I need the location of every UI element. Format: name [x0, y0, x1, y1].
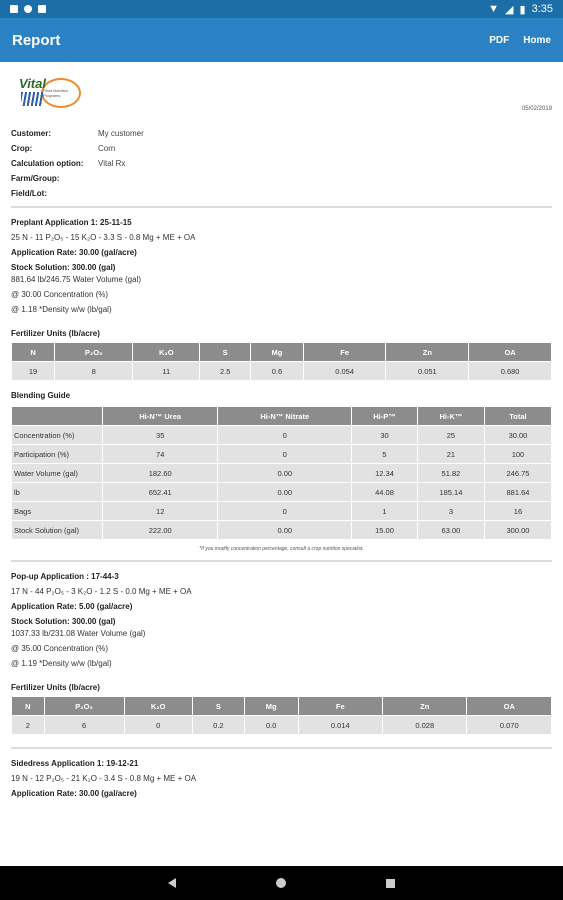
report-content[interactable]: [0, 62, 563, 866]
sd-card-icon: [38, 5, 46, 13]
signal-icon: ◢: [505, 3, 514, 16]
cell: 881.64: [484, 483, 551, 502]
cell: 0: [218, 502, 352, 521]
col-header: Zn: [386, 343, 469, 362]
divider: [11, 560, 552, 562]
cell: 300.00: [484, 521, 551, 540]
cell: 51.82: [417, 464, 484, 483]
table-row: [12, 483, 552, 502]
info-label: Calculation option:: [11, 159, 84, 168]
application-rate: Application Rate: 5.00 (gal/acre): [11, 602, 133, 611]
info-value: Vital Rx: [98, 159, 126, 168]
cell: 652.41: [103, 483, 218, 502]
info-label: Farm/Group:: [11, 174, 60, 183]
recents-icon[interactable]: [386, 879, 395, 888]
col-header: OA: [469, 343, 552, 362]
col-header: P₂O₅: [44, 697, 124, 716]
col-header: [12, 407, 103, 426]
cell: 222.00: [103, 521, 218, 540]
cell: 25: [417, 426, 484, 445]
cell: 0.00: [218, 483, 352, 502]
cell: 185.14: [417, 483, 484, 502]
notification-icon: [10, 5, 18, 13]
col-header: P₂O₅: [55, 343, 133, 362]
table-row: [12, 464, 552, 483]
cell: 12.34: [352, 464, 418, 483]
units-title: Fertilizer Units (lb/acre): [11, 683, 100, 692]
cell: 1: [352, 502, 418, 521]
cell: 6: [44, 716, 124, 735]
customer-info: [11, 126, 552, 201]
pdf-button[interactable]: PDF: [489, 34, 510, 46]
report-date: 05/02/2019: [521, 106, 552, 112]
cell: 15.00: [352, 521, 418, 540]
stock-line: @ 1.18 *Density w/w (lb/gal): [11, 305, 112, 314]
cell: 0.6: [251, 362, 304, 381]
cell: 0.054: [303, 362, 386, 381]
col-header: Hi-K™: [417, 407, 484, 426]
cell: 2: [12, 716, 45, 735]
col-header: N: [12, 343, 55, 362]
cell: 63.00: [417, 521, 484, 540]
application-rate: Application Rate: 30.00 (gal/acre): [11, 789, 137, 798]
stock-solution: Stock Solution: 300.00 (gal): [11, 617, 116, 626]
col-header: Hi-P™: [352, 407, 418, 426]
col-header: K₂O: [133, 343, 200, 362]
stock-line: @ 30.00 Concentration (%): [11, 290, 109, 299]
divider: [11, 747, 552, 749]
cell: 0.680: [469, 362, 552, 381]
cell: 0: [124, 716, 192, 735]
back-icon[interactable]: [168, 878, 176, 888]
page-title: Report: [12, 31, 61, 49]
info-label: Customer:: [11, 129, 52, 138]
cell: 182.60: [103, 464, 218, 483]
cell: 21: [417, 445, 484, 464]
units-title: Fertilizer Units (lb/acre): [11, 329, 100, 338]
cell: 100: [484, 445, 551, 464]
stock-line: 1037.33 lb/231.08 Water Volume (gal): [11, 629, 146, 638]
table-row: [12, 445, 552, 464]
cell: 0.0: [244, 716, 298, 735]
col-header: N: [12, 697, 45, 716]
col-header: Fe: [303, 343, 386, 362]
cell: 0.014: [298, 716, 382, 735]
application-title: Preplant Application 1: 25-11-15: [11, 218, 132, 227]
wifi-icon: ▼: [488, 3, 500, 15]
application-rate: Application Rate: 30.00 (gal/acre): [11, 248, 137, 257]
table-row: [12, 502, 552, 521]
cell: 5: [352, 445, 418, 464]
cell: 30: [352, 426, 418, 445]
cell: 0.051: [386, 362, 469, 381]
fertilizer-units-table: [11, 696, 552, 735]
cell: 0.00: [218, 464, 352, 483]
info-value: Corn: [98, 144, 116, 153]
application-formula: 17 N - 44 P₂O₅ - 3 K₂O - 1.2 S - 0.0 Mg + ME + OA: [11, 587, 192, 596]
col-header: Mg: [244, 697, 298, 716]
row-label: Stock Solution (gal): [12, 521, 103, 540]
system-nav-bar: [0, 866, 563, 900]
cell: 0.00: [218, 521, 352, 540]
stock-line: @ 35.00 Concentration (%): [11, 644, 109, 653]
concentration-note: *If you modify concentration percentage, consult a crop nutrition specialist.: [199, 546, 364, 552]
stock-line: 881.64 lb/246.75 Water Volume (gal): [11, 275, 142, 284]
col-header: OA: [467, 697, 552, 716]
blending-guide-title: Blending Guide: [11, 391, 71, 400]
info-value: My customer: [98, 129, 144, 138]
divider: [11, 206, 552, 208]
stock-line: @ 1.19 *Density w/w (lb/gal): [11, 659, 112, 668]
cell: 74: [103, 445, 218, 464]
info-label: Crop:: [11, 144, 33, 153]
col-header: Hi-N™ Urea: [103, 407, 218, 426]
home-icon[interactable]: [276, 878, 286, 888]
application-formula: 25 N - 11 P₂O₅ - 15 K₂O - 3.3 S - 0.8 Mg + ME + OA: [11, 233, 196, 242]
info-label: Field/Lot:: [11, 189, 47, 198]
application-title: Sidedress Application 1: 19-12-21: [11, 759, 139, 768]
cell: 8: [55, 362, 133, 381]
row-label: Bags: [12, 502, 103, 521]
row-label: Water Volume (gal): [12, 464, 103, 483]
col-header: S: [200, 343, 251, 362]
cell: 3: [417, 502, 484, 521]
cell: 246.75: [484, 464, 551, 483]
row-label: Participation (%): [12, 445, 103, 464]
application-formula: 19 N - 12 P₂O₅ - 21 K₂O - 3.4 S - 0.8 Mg + ME + OA: [11, 774, 197, 783]
table-row: [12, 426, 552, 445]
stock-solution: Stock Solution: 300.00 (gal): [11, 263, 116, 272]
cell: 30.00: [484, 426, 551, 445]
home-button[interactable]: Home: [523, 34, 551, 46]
cell: 11: [133, 362, 200, 381]
col-header: Fe: [298, 697, 382, 716]
cell: 0: [218, 445, 352, 464]
sync-icon: [24, 5, 32, 13]
cell: 0: [218, 426, 352, 445]
cell: 44.08: [352, 483, 418, 502]
vital-logo: Vital Plant Nutrition Programs: [11, 76, 83, 112]
battery-icon: ▮: [519, 3, 526, 16]
col-header: Total: [484, 407, 551, 426]
cell: 35: [103, 426, 218, 445]
app-bar: [0, 18, 563, 62]
row-label: Concentration (%): [12, 426, 103, 445]
clock: 3:35: [531, 3, 553, 15]
table-row: [12, 362, 552, 381]
status-bar: [0, 0, 563, 18]
fertilizer-units-table: [11, 342, 552, 381]
cell: 12: [103, 502, 218, 521]
cell: 2.5: [200, 362, 251, 381]
table-row: [12, 716, 552, 735]
col-header: Mg: [251, 343, 304, 362]
blending-guide-table: [11, 406, 552, 540]
row-label: lb: [12, 483, 103, 502]
col-header: K₂O: [124, 697, 192, 716]
cell: 16: [484, 502, 551, 521]
col-header: Hi-N™ Nitrate: [218, 407, 352, 426]
cell: 19: [12, 362, 55, 381]
application-title: Pop-up Application : 17-44-3: [11, 572, 119, 581]
col-header: Zn: [383, 697, 467, 716]
cell: 0.2: [192, 716, 244, 735]
table-row: [12, 521, 552, 540]
col-header: S: [192, 697, 244, 716]
cell: 0.028: [383, 716, 467, 735]
cell: 0.070: [467, 716, 552, 735]
